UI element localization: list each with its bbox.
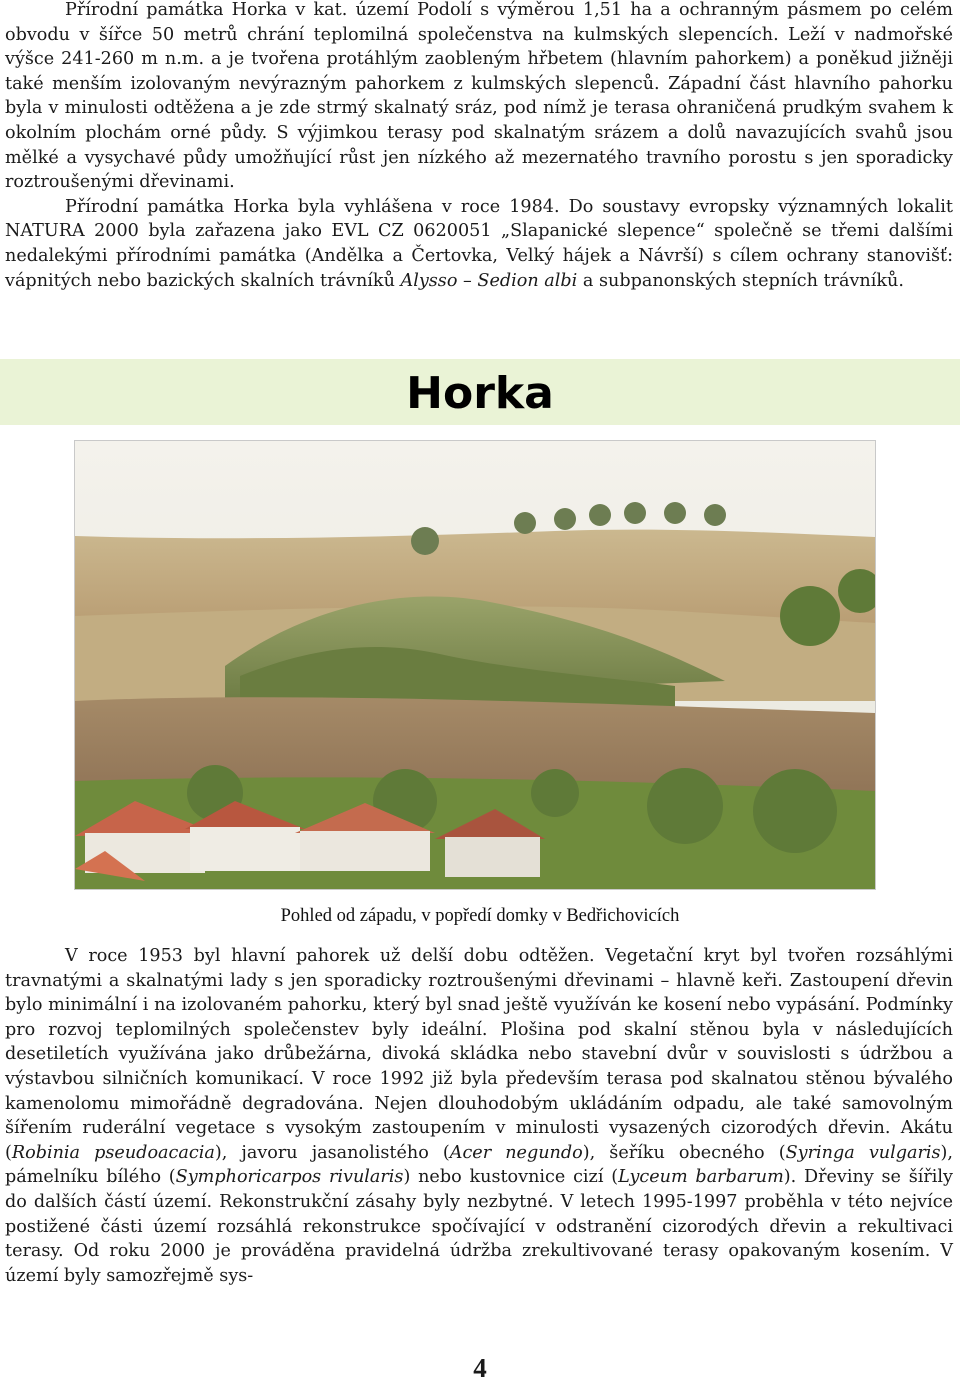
landscape-illustration [75,441,875,889]
body-paragraph: V roce 1953 byl hlavní pahorek už delší dobu odtěžen. Vegetační kryt byl tvořen rozsáhlými travnatými a skalnatými lady s jen sporadicky roztroušenými dřevinami – hlavně keři. Zastoupení dřevin bylo minimální i na izolovaném pahorku, který byl snad ještě využíván ke kosení nebo vypásání. Podmínky pro rozvoj teplomilných společenstev byly ideální. Plošina pod skalní stěnou byla v následujících desetiletích využívána jako drůbežárna, divoká skládka nebo stavební dvůr v souvislosti s údržbou a výstavbou silničních komunikací. V roce 1992 již byla především terasa pod skalnatou stěnou bývalého kamenolomu mimořádně degradována. Nejen dlouhodobým ukládáním odpadu, ale také samovolným šířením ruderální vegetace s vysokým zastoupením v minulosti vysazených cizorodých dřevin. Akátu ( [5,946,953,1163]
body-text-part: ) nebo kustovnice cizí ( [403,1167,619,1188]
species-name: Lyceum barbarum [618,1167,784,1188]
body-text-part: ), javoru jasanolistého ( [214,1142,450,1163]
species-name: Acer negundo [449,1142,583,1163]
species-name: Syringa vulgaris [785,1142,941,1163]
intro-paragraph-2-end: a subpanonských stepních trávníků. [577,270,904,291]
landscape-photo [74,440,876,890]
body-text [5,944,953,1288]
page-number: 4 [473,1353,487,1383]
body-text-part: ), šeříku obecného ( [582,1142,786,1163]
species-name: Symphoricarpos rivularis [175,1167,404,1188]
intro-paragraph-1: Přírodní památka Horka v kat. území Podolí s výměrou 1,51 ha a ochranným pásmem po celém obvodu v šířce 50 metrů chrání teplomilná společenstva na kulmských slepencích. Leží v nadmořské výšce 241-260 m n.m. a je tvořena protáhlým zaobleným hřbetem (hlavním pahorkem) a poněkud jižněji také menším izolovaným nevýrazným pahorkem z kulmských slepenců. Západní část hlavního pahorku byla v minulosti odtěžena a je zde strmý skalnatý sráz, pod nímž je terasa ohraničená prudkým svahem k okolním plochám orné půdy. S výjimkou terasy pod skalnatým srázem a dolů navazujících svahů jsou mělké a vysychavé půdy umožňující růst jen nízkého až mezernatého travního porostu s jen sporadicky roztroušenými dřevinami. [5,0,953,193]
section-title: Horka [406,368,554,419]
body-text-part: ), pámelníku bílého ( [5,1142,954,1188]
intro-paragraph-2: Přírodní památka Horka byla vyhlášena v roce 1984. Do soustavy evropsky významných lokalit NATURA 2000 byla zařazena jako EVL CZ 0620051 „Slapanické slepence“ společně se třemi dalšími nedalekými přírodními památka (Andělka a Čertovka, Velký hájek a Návrší) s cílem ochrany stanovišť: vápnitých nebo bazických skalních trávníků [5,196,953,291]
body-text-part: ). Dřeviny se šířily do dalších částí území. Rekonstrukční zásahy byly nezbytné. V letech 1995-1997 proběhla v této nejvíce postižené části území rozsáhlá rekonstrukce spočívající v odstranění cizorodých dřevin a rekultivaci terasy. Od roku 2000 je prováděna pravidelná údržba zrekultivované terasy opakovaným kosením. V území byly samozřejmě sys- [5,1167,953,1286]
species-name-alysso: Alysso – Sedion albi [400,270,578,291]
intro-text [5,0,953,293]
species-name: Robinia pseudoacacia [11,1142,215,1163]
photo-caption: Pohled od západu, v popředí domky v Bedřichovicích [280,906,680,926]
